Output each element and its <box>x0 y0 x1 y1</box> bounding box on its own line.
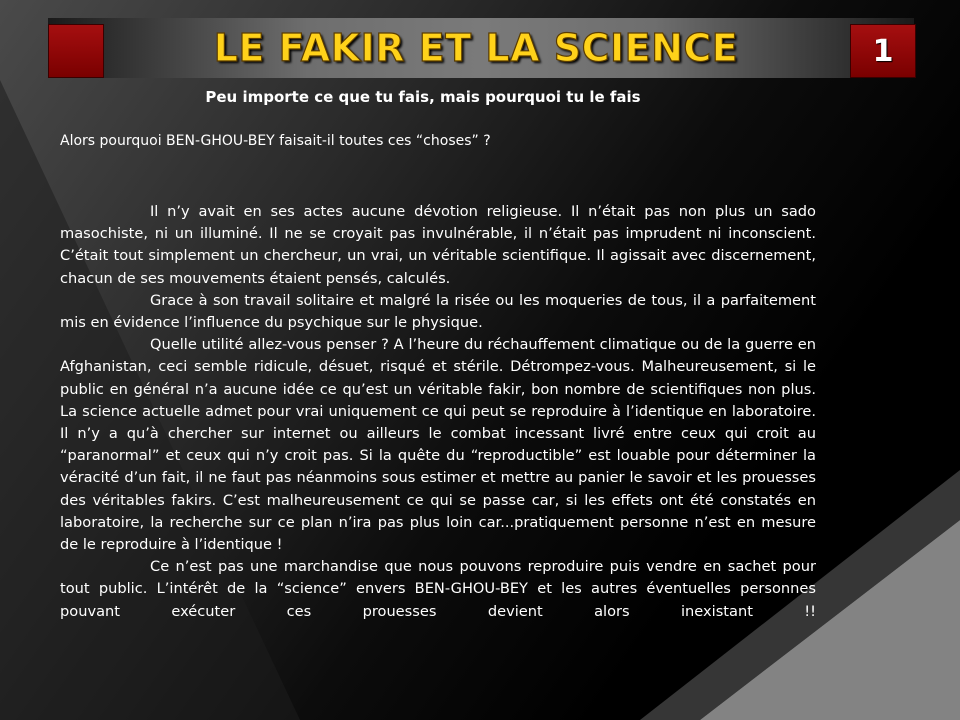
paragraph: Quelle utilité allez-vous penser ? A l’heure du réchauffement climatique ou de la guerre en Afghanistan, ceci semble ridicule, désuet, risqué et stérile. Détrompez-vous. Malheureusement, si le public en général n’a aucune idée ce qu’est un véritable fakir, bon nombre de scientifiques non plus. La science actuelle admet pour vrai uniquement ce qui peut se reproduire à l’identique en laboratoire. Il n’y a qu’à chercher sur internet ou ailleurs le combat incessant livré entre ceux qui croit au “paranormal” et ceux qui n’y croit pas. Si la quête du “reproductible” est louable pour déterminer la véracité d’un fait, il ne faut pas néanmoins sous estimer et mettre au panier le savoir et les prouesses des véritables fakirs. C’est malheureusement ce qui se passe car, si les effets ont été constatés en laboratoire, la recherche sur ce plan n’ira pas plus loin car...pratiquement personne n’est en mesure de le reproduire à l’identique ! <box>60 336 816 554</box>
intro-question: Alors pourquoi BEN-GHOU-BEY faisait-il toutes ces “choses” ? <box>60 133 491 149</box>
slide-subtitle: Peu importe ce que tu fais, mais pourquoi tu le fais <box>205 88 641 106</box>
paragraph: Il n’y avait en ses actes aucune dévotion religieuse. Il n’était pas non plus un sado masochiste, ni un illuminé. Il ne se croyait pas invulnérable, il n’était pas imprudent ni inconscient. C’était tout simplement un chercheur, un vrai, un véritable scientifique. Il agissait avec discernement, chacun de ses mouvements étaient pensés, calculés. <box>60 203 816 287</box>
paragraph: Ce n’est pas une marchandise que nous pouvons reproduire puis vendre en sachet pour tout public. L’intérêt de la “science” envers BEN-GHOU-BEY et les autres éventuelles personnes pouvant exécuter ces prouesses devient alors inexistant !! <box>60 558 816 620</box>
slide-title: LE FAKIR ET LA SCIENCE <box>213 26 739 70</box>
paragraph: Grace à son travail solitaire et malgré la risée ou les moqueries de tous, il a parfaitement mis en évidence l’influence du psychique sur le physique. <box>60 291 816 332</box>
page-number-badge: 1 <box>850 24 916 78</box>
body-text <box>60 201 816 623</box>
red-accent-square <box>48 24 104 78</box>
